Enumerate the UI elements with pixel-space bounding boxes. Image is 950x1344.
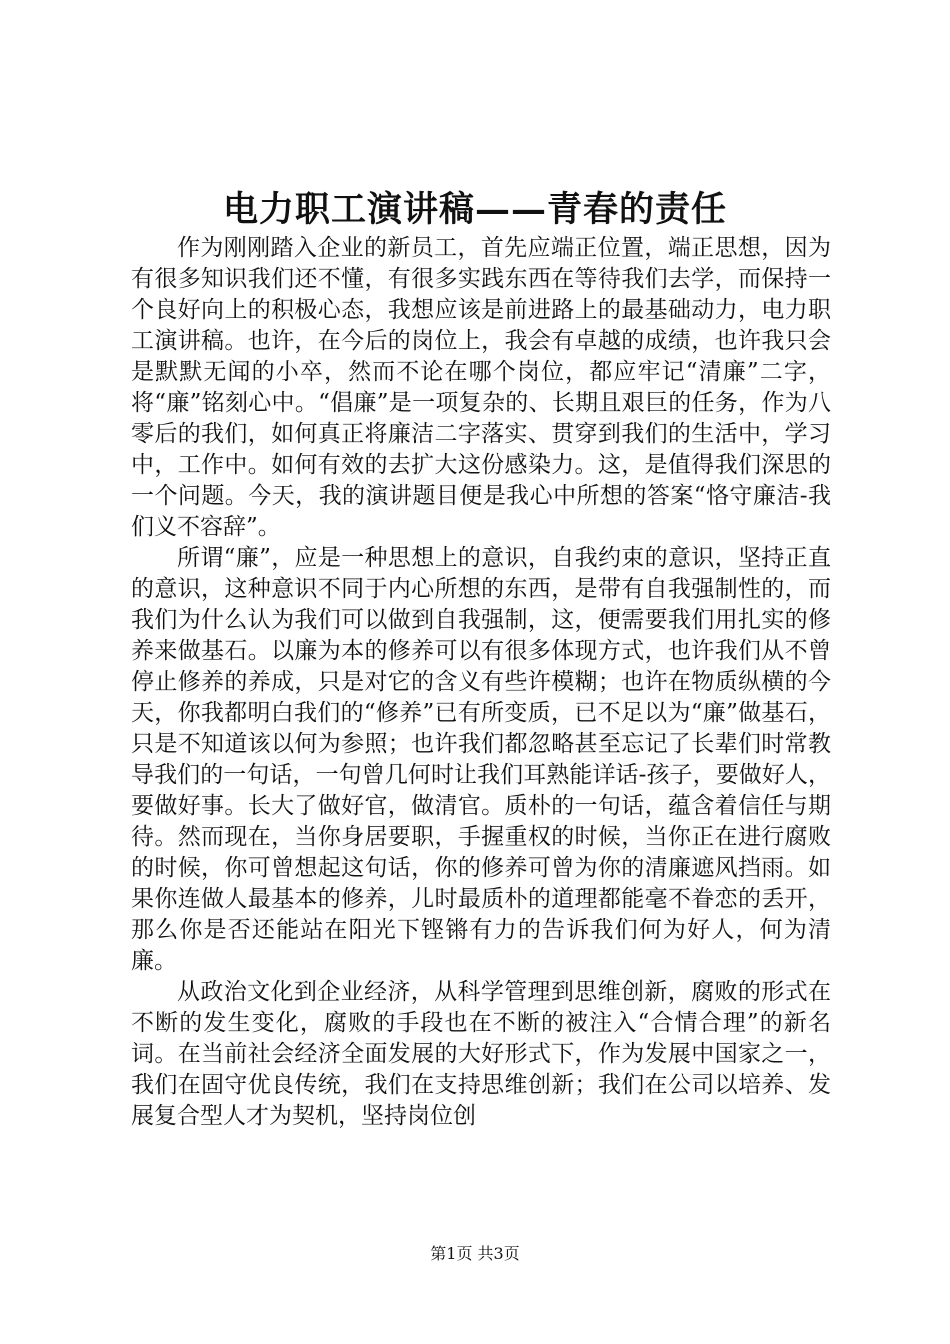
document-body bbox=[131, 233, 831, 1132]
page-footer: 第1页 共3页 bbox=[430, 1244, 520, 1263]
paragraph-1: 作为刚刚踏入企业的新员工，首先应端正位置，端正思想，因为有很多知识我们还不懂，有很多实践东西在等待我们去学，而保持一个良好向上的积极心态，我想应该是前进路上的最基础动力，电力职工演讲稿。也许，在今后的岗位上，我会有卓越的成绩，也许我只会是默默无闻的小卒，然而不论在哪个岗位，都应牢记“清廉”二字，将“廉”铭刻心中。“倡廉”是一项复杂的、长期且艰巨的任务，作为八零后的我们，如何真正将廉洁二字落实、贯穿到我们的生活中，学习中，工作中。如何有效的去扩大这份感染力。这，是值得我们深思的一个问题。今天，我的演讲题目便是我心中所想的答案“恪守廉洁-我们义不容辞”。 bbox=[131, 235, 831, 540]
document-title: 电力职工演讲稿——青春的责任 bbox=[222, 189, 727, 230]
paragraph-3: 从政治文化到企业经济，从科学管理到思维创新，腐败的形式在不断的发生变化，腐败的手段也在不断的被注入“合情合理”的新名词。在当前社会经济全面发展的大好形式下，作为发展中国家之一，我们在固守优良传统，我们在支持思维创新；我们在公司以培养、发展复合型人才为契机，坚持岗位创 bbox=[131, 979, 831, 1129]
paragraph-2: 所谓“廉”，应是一种思想上的意识，自我约束的意识，坚持正直的意识，这种意识不同于内心所想的东西，是带有自我强制性的，而我们为什么认为我们可以做到自我强制，这，便需要我们用扎实的修养来做基石。以廉为本的修养可以有很多体现方式，也许我们从不曾停止修养的养成，只是对它的含义有些许模糊；也许在物质纵横的今天，你我都明白我们的“修养”已有所变质，已不足以为“廉”做基石，只是不知道该以何为参照；也许我们都忽略甚至忘记了长辈们时常教导我们的一句话，一句曾几何时让我们耳熟能详话-孩子，要做好人，要做好事。长大了做好官，做清官。质朴的一句话，蕴含着信任与期待。然而现在，当你身居要职，手握重权的时候，当你正在进行腐败的时候，你可曾想起这句话，你的修养可曾为你的清廉遮风挡雨。如果你连做人最基本的修养，儿时最质朴的道理都能毫不眷恋的丢开，那么你是否还能站在阳光下铿锵有力的告诉我们何为好人，何为清廉。 bbox=[131, 545, 831, 974]
